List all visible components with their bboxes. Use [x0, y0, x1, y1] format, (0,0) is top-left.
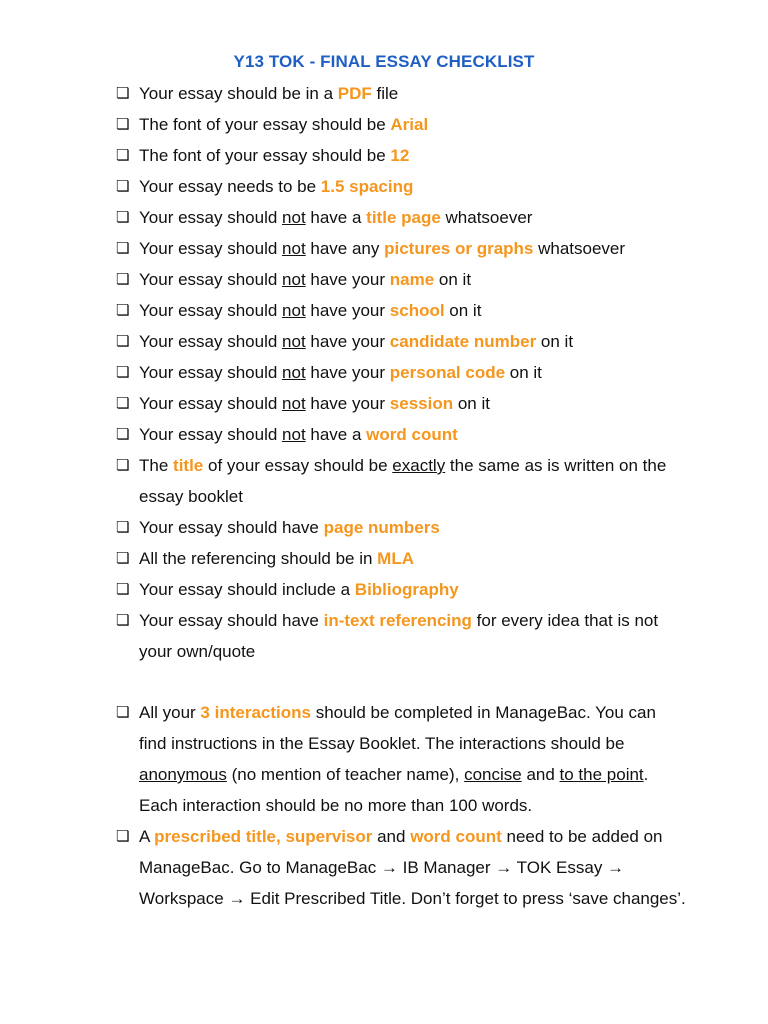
highlighted-term: title [173, 456, 204, 475]
checklist-item-text [139, 394, 490, 413]
checklist-item-text [139, 549, 414, 568]
text-segment: Your essay should be in a [139, 84, 338, 103]
text-segment: Your essay should [139, 239, 283, 258]
underlined-term: not [282, 363, 306, 382]
text-segment: Your essay should [139, 270, 283, 289]
checkbox-icon: ❏ [116, 426, 130, 443]
checkbox-icon: ❏ [116, 550, 130, 567]
underlined-term: not [282, 332, 306, 351]
underlined-term: to the point [559, 765, 644, 784]
underlined-term: not [282, 239, 306, 258]
text-segment: Your essay should [139, 425, 283, 444]
checklist-item [116, 574, 686, 605]
checkbox-icon: ❏ [116, 364, 130, 381]
checklist-item [116, 202, 686, 233]
underlined-term: exactly [392, 456, 446, 475]
text-segment: and [372, 827, 411, 846]
checklist-item-text [139, 456, 666, 506]
underlined-term: not [282, 208, 306, 227]
text-segment: Your essay should [139, 394, 283, 413]
highlighted-term: candidate number [389, 332, 537, 351]
checkbox-icon: ❏ [116, 178, 130, 195]
text-segment: have your [305, 332, 390, 351]
checklist-item-text [139, 703, 656, 815]
checklist-item-text [139, 301, 481, 320]
text-segment: Your essay should have [139, 518, 324, 537]
text-segment: . Each interaction should be no more than 100 words. [139, 765, 649, 815]
highlighted-term: Arial [390, 115, 429, 134]
text-segment: on it [453, 394, 490, 413]
text-segment: have a [305, 208, 367, 227]
highlighted-term: personal code [389, 363, 506, 382]
checklist-item [116, 357, 686, 388]
checklist-item [116, 326, 686, 357]
underlined-term: not [282, 301, 306, 320]
text-segment: have your [305, 363, 390, 382]
text-segment: The [139, 456, 174, 475]
checklist-item-text [139, 177, 413, 196]
checklist-item-text [139, 580, 459, 599]
text-segment: Your essay should have [139, 611, 324, 630]
checklist-item [116, 171, 686, 202]
text-segment: on it [505, 363, 542, 382]
text-segment: have your [305, 394, 390, 413]
text-segment: Your essay should [139, 332, 283, 351]
text-segment: Your essay should [139, 208, 283, 227]
underlined-term: not [282, 394, 306, 413]
highlighted-term: word count [410, 827, 502, 846]
text-segment: Your essay should [139, 301, 283, 320]
highlighted-term: page numbers [323, 518, 440, 537]
checkbox-icon: ❏ [116, 147, 130, 164]
highlighted-term: in-text referencing [323, 611, 472, 630]
text-segment: whatsoever [440, 208, 533, 227]
checkbox-icon: ❏ [116, 828, 130, 845]
checkbox-icon: ❏ [116, 519, 130, 536]
highlighted-term: title page [366, 208, 441, 227]
highlighted-term: session [389, 394, 454, 413]
checklist-item-text [139, 611, 658, 661]
checklist-item-text [139, 827, 686, 908]
checklist [116, 78, 686, 914]
text-segment: have any [305, 239, 385, 258]
checklist-item [116, 388, 686, 419]
text-segment: Your essay needs to be [139, 177, 321, 196]
underlined-term: concise [464, 765, 522, 784]
checklist-item-text [139, 332, 573, 351]
checklist-item [116, 264, 686, 295]
text-segment: for every idea that is not your own/quote [139, 611, 659, 661]
highlighted-term: prescribed title, supervisor [154, 827, 373, 846]
checklist-item [116, 78, 686, 109]
checklist-item [116, 233, 686, 264]
text-segment: whatsoever [533, 239, 626, 258]
checkbox-icon: ❏ [116, 302, 130, 319]
checklist-item-text [139, 239, 625, 258]
text-segment: Your essay should [139, 363, 283, 382]
checklist-item [116, 512, 686, 543]
highlighted-term: Bibliography [354, 580, 459, 599]
checklist-item [116, 419, 686, 450]
checkbox-icon: ❏ [116, 271, 130, 288]
checklist-item-text [139, 84, 398, 103]
text-segment: the same as is written on the essay booklet [139, 456, 667, 506]
highlighted-term: word count [366, 425, 458, 444]
checklist-item [116, 605, 686, 667]
text-segment: have your [305, 270, 390, 289]
text-segment: (no mention of teacher name), [226, 765, 465, 784]
page-title: Y13 TOK - FINAL ESSAY CHECKLIST [233, 52, 535, 71]
text-segment: need to be added on ManageBac. Go to ManageBac → IB Manager → TOK Essay → Workspace → Edit Prescribed Title. Don’t forget to press ‘save changes’. [139, 827, 686, 908]
text-segment: of your essay should be [203, 456, 393, 475]
checklist-item-text [139, 115, 428, 134]
checkbox-icon: ❏ [116, 333, 130, 350]
highlighted-term: 3 interactions [200, 703, 311, 722]
checkbox-icon: ❏ [116, 581, 130, 598]
checkbox-icon: ❏ [116, 395, 130, 412]
checklist-item-text [139, 363, 542, 382]
text-segment: A [139, 827, 155, 846]
underlined-term: anonymous [139, 765, 227, 784]
checkbox-icon: ❏ [116, 116, 130, 133]
checkbox-icon: ❏ [116, 704, 130, 721]
checklist-item-text [139, 146, 409, 165]
checkbox-icon: ❏ [116, 612, 130, 629]
checklist-item [116, 821, 686, 914]
checkbox-icon: ❏ [116, 209, 130, 226]
checklist-item [116, 697, 686, 821]
highlighted-term: name [389, 270, 435, 289]
underlined-term: not [282, 425, 306, 444]
underlined-term: not [282, 270, 306, 289]
text-segment: The font of your essay should be [139, 146, 391, 165]
highlighted-term: MLA [377, 549, 414, 568]
checklist-item-text [139, 518, 440, 537]
highlighted-term: 1.5 spacing [320, 177, 414, 196]
text-segment: All the referencing should be in [139, 549, 378, 568]
highlighted-term: PDF [337, 84, 372, 103]
checklist-item-text [139, 208, 532, 227]
checkbox-icon: ❏ [116, 85, 130, 102]
highlighted-term: school [389, 301, 445, 320]
text-segment: on it [434, 270, 472, 289]
text-segment: and [521, 765, 560, 784]
text-segment: All your [139, 703, 201, 722]
text-segment: have your [305, 301, 390, 320]
checklist-item [116, 109, 686, 140]
checklist-item [116, 543, 686, 574]
text-segment: have a [305, 425, 367, 444]
text-segment: should be completed in ManageBac. You can find instructions in the Essay Booklet. The interactions should be [139, 703, 656, 753]
text-segment: on it [536, 332, 574, 351]
checklist-item [116, 450, 686, 512]
highlighted-term: 12 [390, 146, 410, 165]
highlighted-term: pictures or graphs [384, 239, 534, 258]
checklist-item-text [139, 425, 458, 444]
text-segment: The font of your essay should be [139, 115, 391, 134]
text-segment: on it [444, 301, 482, 320]
checklist-item [116, 295, 686, 326]
text-segment: Your essay should include a [139, 580, 355, 599]
checklist-item [116, 140, 686, 171]
checkbox-icon: ❏ [116, 457, 130, 474]
text-segment: file [371, 84, 399, 103]
checklist-item-text [139, 270, 471, 289]
checkbox-icon: ❏ [116, 240, 130, 257]
